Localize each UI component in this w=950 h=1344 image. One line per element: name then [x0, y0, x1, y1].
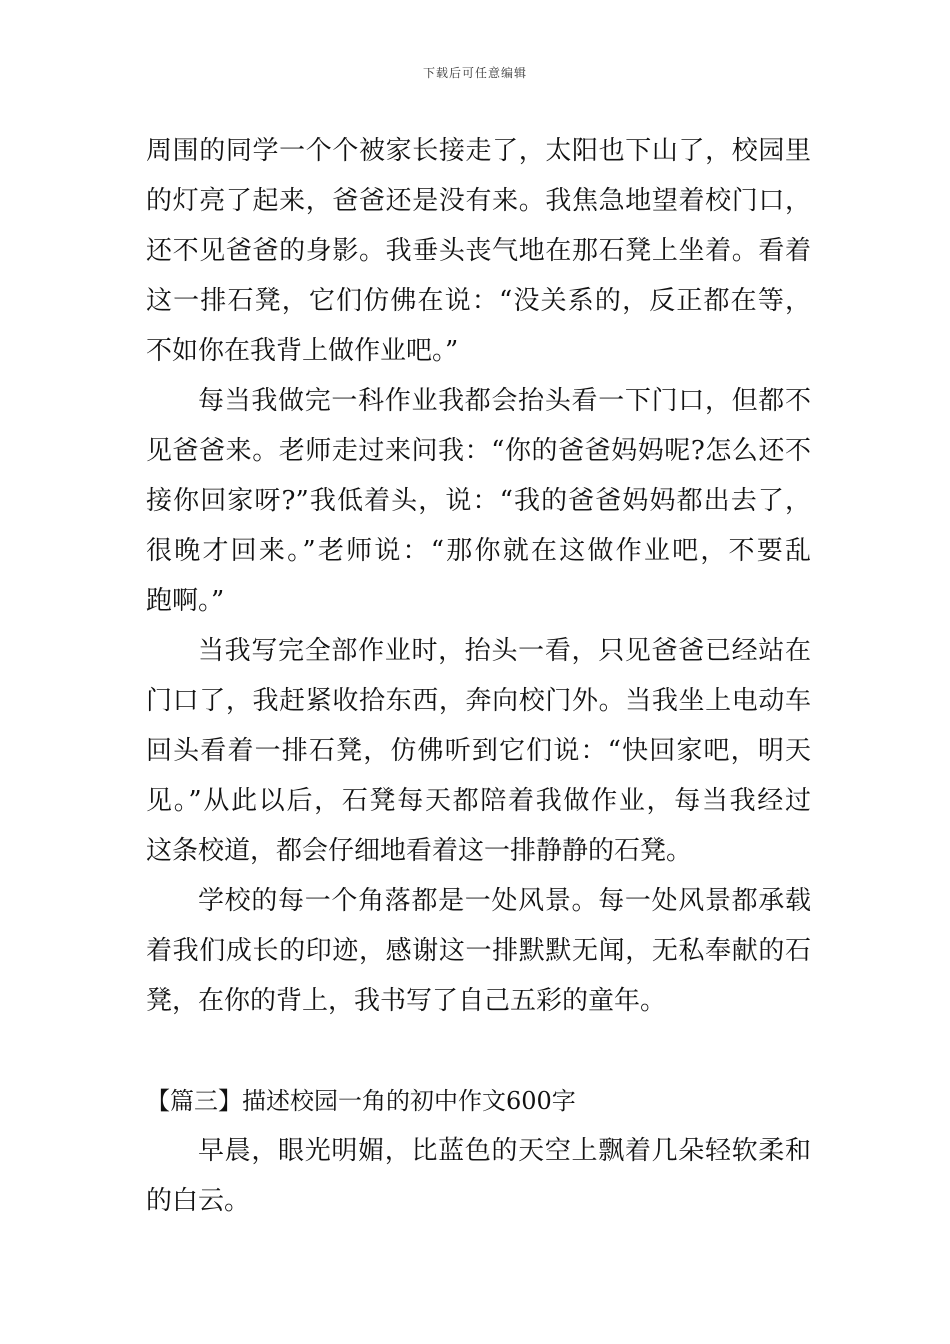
text-line: 回头看着一排石凳，仿佛听到它们说：“快回家吧，明天 — [146, 736, 811, 766]
document-body — [146, 126, 811, 1226]
text-line: 还不见爸爸的身影。我垂头丧气地在那石凳上坐着。看着 — [146, 236, 811, 266]
text-line: 每当我做完一科作业我都会抬头看一下门口，但都不 — [198, 386, 811, 416]
paragraph-2 — [146, 376, 811, 626]
section-heading: 【篇三】描述校园一角的初中作文600字 — [146, 1087, 576, 1115]
text-line: 当我写完全部作业时，抬头一看，只见爸爸已经站在 — [198, 636, 811, 666]
text-line: 见。”从此以后，石凳每天都陪着我做作业，每当我经过 — [146, 786, 811, 816]
paragraph-5 — [146, 1126, 811, 1226]
text-line: 这条校道，都会仔细地看着这一排静静的石凳。 — [146, 836, 693, 866]
paragraph-4 — [146, 876, 811, 1026]
section-spacer — [146, 1026, 811, 1076]
text-line: 着我们成长的印迹，感谢这一排默默无闻，无私奉献的石 — [146, 936, 811, 966]
paragraph-3 — [146, 626, 811, 876]
paragraph-1 — [146, 126, 811, 376]
header-note: 下载后可任意编辑 — [422, 66, 527, 80]
text-line: 的灯亮了起来，爸爸还是没有来。我焦急地望着校门口， — [146, 186, 811, 216]
text-line: 跑啊。” — [146, 586, 225, 616]
text-line: 这一排石凳，它们仿佛在说：“没关系的，反正都在等， — [146, 286, 811, 316]
text-line: 很晚才回来。”老师说：“那你就在这做作业吧，不要乱 — [146, 536, 811, 566]
text-line: 凳，在你的背上，我书写了自己五彩的童年。 — [146, 986, 667, 1016]
text-line: 学校的每一个角落都是一处风景。每一处风景都承载 — [198, 886, 811, 916]
text-line: 的白云。 — [146, 1186, 251, 1216]
text-line: 周围的同学一个个被家长接走了，太阳也下山了，校园里 — [146, 136, 811, 166]
text-line: 早晨，眼光明媚，比蓝色的天空上飘着几朵轻软柔和 — [198, 1136, 811, 1166]
text-line: 见爸爸来。老师走过来问我：“你的爸爸妈妈呢?怎么还不 — [146, 436, 811, 466]
text-line: 门口了，我赶紧收拾东西，奔向校门外。当我坐上电动车 — [146, 686, 811, 716]
text-line: 不如你在我背上做作业吧。” — [146, 336, 459, 366]
text-line: 接你回家呀?”我低着头，说：“我的爸爸妈妈都出去了， — [146, 486, 811, 516]
